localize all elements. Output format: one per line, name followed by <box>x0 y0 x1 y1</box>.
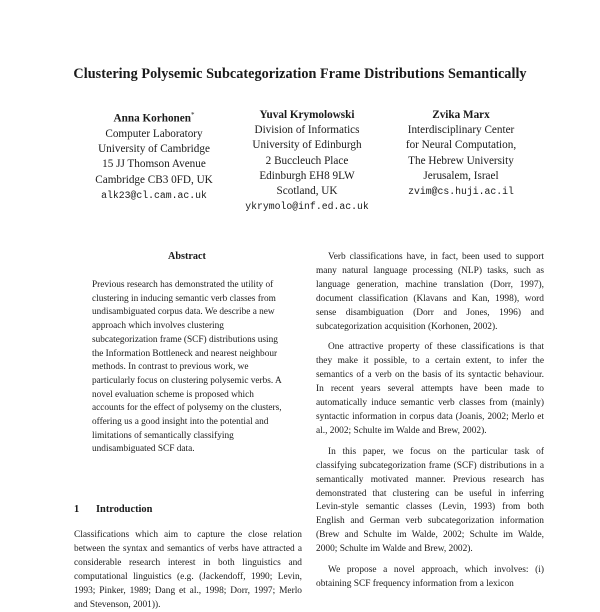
body-paragraph: We propose a novel approach, which involves: (i) obtaining SCF frequency information from a lexicon <box>316 565 544 589</box>
section-title: Introduction <box>96 504 153 515</box>
author-block-korhonen <box>72 108 236 203</box>
introduction-text: Classifications which aim to capture the close relation between the syntax and semantics of verbs have attracted a considerable research interest in both linguistics and computational linguistics (e.g. (Jackendoff, 1990; Levin, 1993; Pinker, 1989; Dang et al., 1998; Dorr, 1997; Merlo and Stevenson, 2001)). <box>74 530 302 610</box>
affiliation-line: Edinburgh EH8 9LW <box>259 169 355 182</box>
affiliation-line: University of Edinburgh <box>252 139 362 152</box>
body-paragraph: In this paper, we focus on the particular task of classifying subcategorization frame (SCF) distributions in a semantically motivated manner. Previous research has demonstrated that clustering can be useful in inferring Levin-style semantic classes (Levin, 1993) from both English and German verb subcategorization information (Brew and Schulte im Walde, 2002; Schulte im Walde, 2000; Schulte im Walde and Brew, 2002). <box>316 446 544 555</box>
affiliation-line: Cambridge CB3 0FD, UK <box>95 173 213 186</box>
affiliation-line: Division of Informatics <box>254 124 360 137</box>
author-footnote-mark: * <box>190 111 195 119</box>
right-column <box>316 251 544 599</box>
section-number: 1 <box>74 504 80 515</box>
affiliation-line: The Hebrew University <box>408 154 514 167</box>
affiliation-line: University of Cambridge <box>98 143 210 156</box>
affiliation-line: Interdisciplinary Center <box>407 124 515 137</box>
abstract-text: Previous research has demonstrated the utility of clustering in inducing semantic verb classes from undisambiguated corpus data. We describe a new approach which involves clustering subcategorization frame (SCF) distributions using the Information Bottleneck and nearest neighbour methods. In contrast to previous work, we particularly focus on clustering polysemic verbs. A novel evaluation scheme is proposed which accounts for the effect of polysemy on the clusters, offering us a good insight into the potential and limitations of semantically classifying undisambiguated SCF data. <box>92 280 282 455</box>
body-paragraph: Verb classifications have, in fact, been used to support many natural language processing (NLP) tasks, such as language generation, machine translation (Dorr, 1997), document classification (Klavans and Kan, 1998), word sense disambiguation (Dorr and Jones, 1996) and subcategorization acquisition (Korhonen, 2002). <box>316 252 544 332</box>
author-email: ykrymolo@inf.ed.ac.uk <box>245 201 369 213</box>
author-name: Zvika Marx <box>432 109 490 121</box>
affiliation-line: for Neural Computation, <box>405 139 517 152</box>
body-paragraph: One attractive property of these classifications is that they make it possible, to a certain extent, to infer the semantics of a verb on the basis of its syntactic behaviour. In recent years several attempts have been made to automatically induce semantic verb classes from (mainly) syntactic information in corpus data (Joanis, 2002; Merlo et al., 2002; Schulte im Walde and Brew, 2002). <box>316 342 544 436</box>
affiliation-line: Computer Laboratory <box>105 127 203 140</box>
affiliation-line: 2 Buccleuch Place <box>265 154 349 167</box>
affiliation-line: Jerusalem, Israel <box>423 169 499 182</box>
affiliation-line: 15 JJ Thomson Avenue <box>102 158 206 171</box>
paper-title: Clustering Polysemic Subcategorization Frame Distributions Semantically <box>73 66 527 82</box>
author-block-marx <box>386 108 536 199</box>
author-name: Yuval Krymolowski <box>259 109 355 121</box>
abstract-heading: Abstract <box>168 251 206 262</box>
author-block-krymolowski <box>218 108 396 214</box>
author-email: alk23@cl.cam.ac.uk <box>101 189 207 201</box>
affiliation-line: Scotland, UK <box>276 185 338 198</box>
section-heading-introduction <box>74 504 152 515</box>
author-name: Anna Korhonen <box>113 112 191 125</box>
author-email: zvim@cs.huji.ac.il <box>408 186 514 198</box>
